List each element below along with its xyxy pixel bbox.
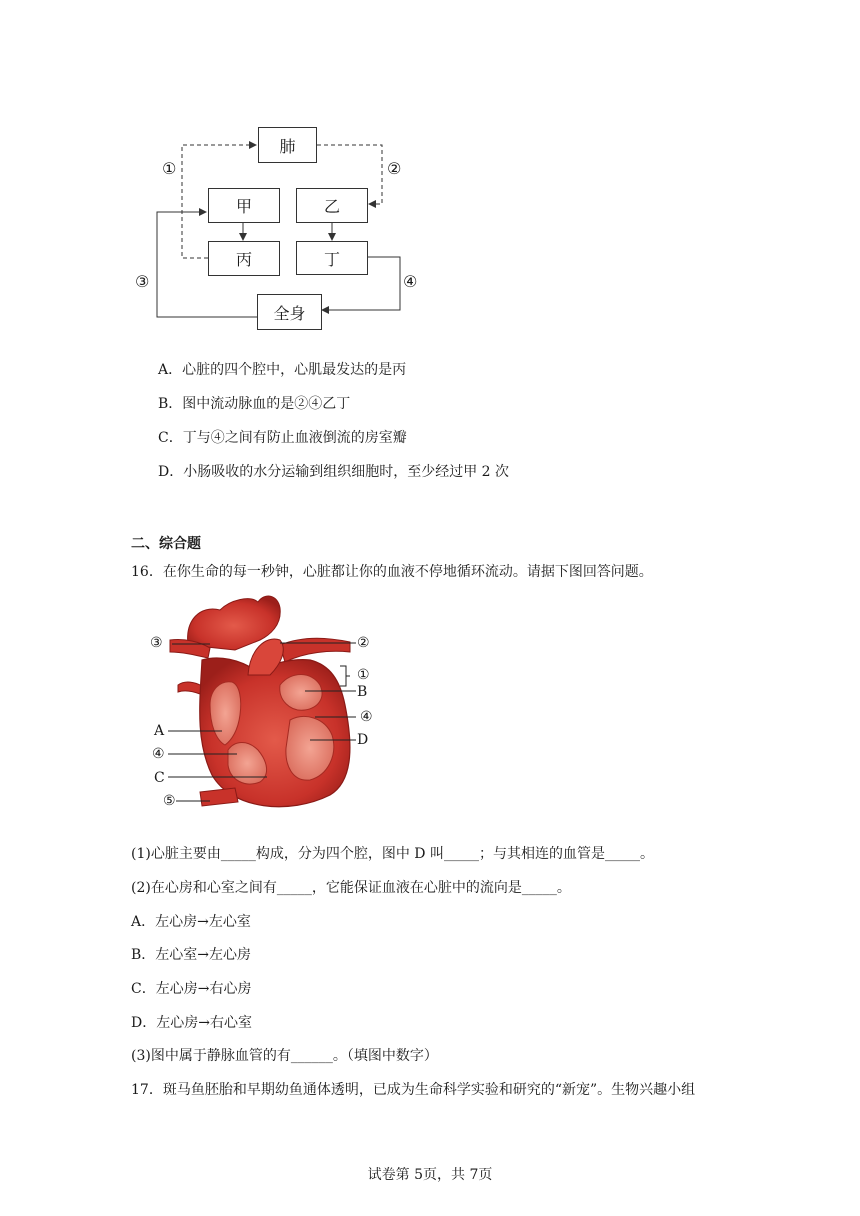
heart-label-a: A xyxy=(154,723,165,739)
heart-label-c: C xyxy=(154,770,165,786)
heart-label-b: B xyxy=(357,684,368,700)
jia-box: 甲 xyxy=(208,188,280,223)
q16-part-3: (3)图中属于静脉血管的有______。（填图中数字） xyxy=(131,1048,438,1064)
ding-box: 丁 xyxy=(296,241,368,275)
heart-label-5: ⑤ xyxy=(163,793,176,809)
label-1: ① xyxy=(162,159,177,178)
q15-option-a: A．心脏的四个腔中，心肌最发达的是丙 xyxy=(158,362,407,378)
heart-label-d: D xyxy=(357,732,369,748)
yi-box: 乙 xyxy=(296,188,368,223)
label-2: ② xyxy=(387,159,402,178)
q16-option-b: B．左心室→左心房 xyxy=(131,947,252,963)
heart-label-3: ③ xyxy=(150,635,163,651)
q15-option-b: B．图中流动脉血的是②④乙丁 xyxy=(158,396,351,412)
q17-stem: 17．斑马鱼胚胎和早期幼鱼通体透明，已成为生命科学实验和研究的“新宠”。生物兴趣小组 xyxy=(131,1082,696,1098)
body-box: 全身 xyxy=(257,294,322,330)
heart-illustration xyxy=(140,590,390,820)
q16-option-c: C．左心房→右心房 xyxy=(131,981,252,997)
heart-label-4-left: ④ xyxy=(152,746,165,762)
section-title: 二、综合题 xyxy=(131,536,201,552)
q16-option-a: A．左心房→左心室 xyxy=(131,914,251,930)
q16-part-1: (1)心脏主要由_____构成，分为四个腔，图中 D 叫_____；与其相连的血管是_____。 xyxy=(131,846,654,862)
bing-box: 丙 xyxy=(208,241,280,276)
q15-option-c: C．丁与④之间有防止血液倒流的房室瓣 xyxy=(158,430,407,446)
heart-label-2: ② xyxy=(357,635,370,651)
q16-option-d: D．左心房→右心室 xyxy=(131,1015,252,1031)
page-footer: 试卷第 5页，共 7页 xyxy=(367,1167,493,1183)
lung-box: 肺 xyxy=(258,127,317,163)
heart-label-4-right: ④ xyxy=(360,709,373,725)
label-3: ③ xyxy=(135,272,150,291)
q16-stem: 16．在你生命的每一秒钟，心脏都让你的血液不停地循环流动。请据下图回答问题。 xyxy=(131,564,653,580)
label-4: ④ xyxy=(403,272,418,291)
q16-part-2: (2)在心房和心室之间有_____，它能保证血液在心脏中的流向是_____。 xyxy=(131,880,571,896)
heart-label-1: ① xyxy=(357,667,370,683)
q15-option-d: D．小肠吸收的水分运输到组织细胞时，至少经过甲 2 次 xyxy=(158,464,510,480)
